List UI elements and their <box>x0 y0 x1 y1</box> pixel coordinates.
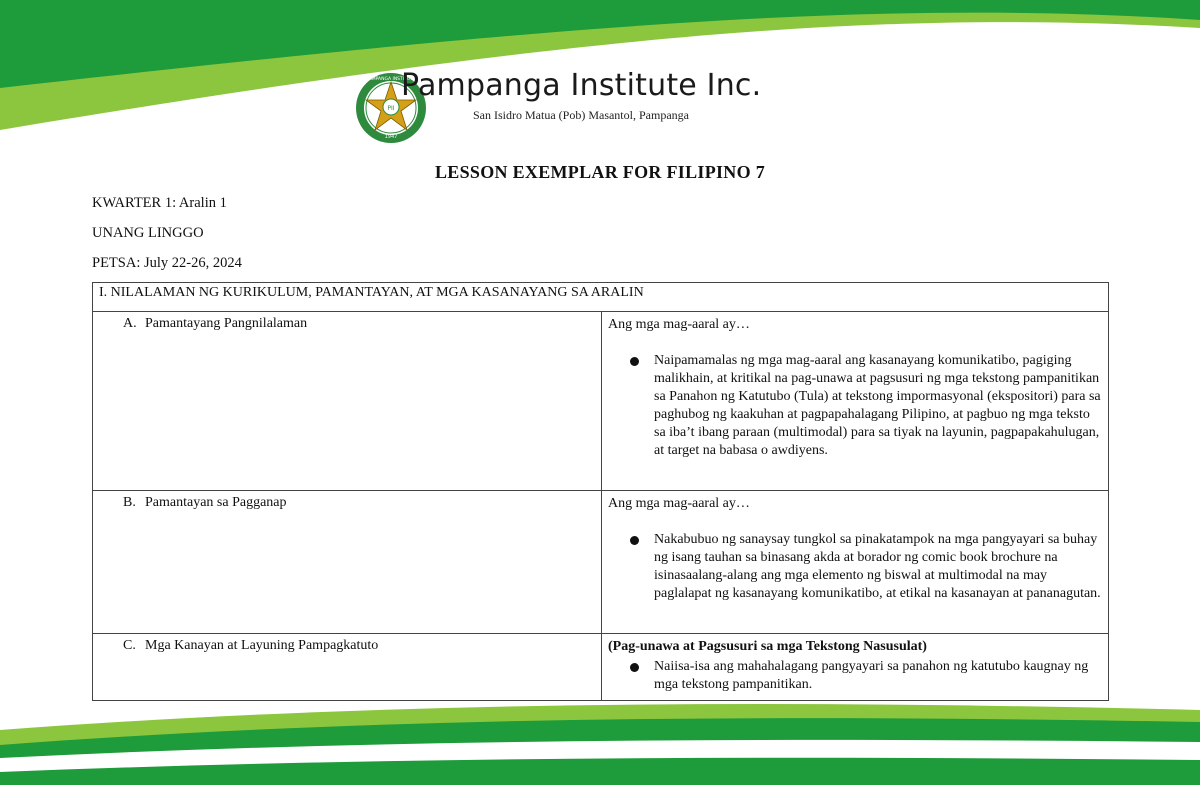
row-letter: C. <box>123 638 136 653</box>
row-letter: A. <box>123 316 137 331</box>
table-row <box>93 491 1109 634</box>
table-section-heading-row <box>93 283 1109 312</box>
row-label: Mga Kanayan at Layuning Pampagkatuto <box>145 638 379 653</box>
school-address: San Isidro Matua (Pob) Masantol, Pampanga <box>473 108 689 122</box>
list-item: Naipamamalas ng mga mag-aaral ang kasanayang komunikatibo, pagiging malikhain, at kritikal na pag-unawa at pagsusuri ng mga tekstong pampanitikan sa Panahon ng Katutubo (Tula) at tekstong impormasyonal (ekspositori) para sa paghubog ng kaakuhan at pagpapahalagang Pilipino, at pagbuo ng mga teksto sa iba’t ibang paraan (multimodal) para sa tiyak na layunin, pagpapakahulugan, at target na babasa o awdiyens. <box>654 353 1101 458</box>
bullet-list <box>608 658 1102 694</box>
letterhead <box>355 68 815 148</box>
bullet-list <box>608 531 1102 603</box>
bullet-list <box>608 352 1102 460</box>
week-line: UNANG LINGGO <box>92 225 204 241</box>
curriculum-table <box>92 282 1109 701</box>
row-intro: Ang mga mag-aaral ay… <box>608 496 750 511</box>
standard-label-cell <box>93 634 602 701</box>
svg-text:1947: 1947 <box>384 134 398 140</box>
standard-content-cell <box>602 634 1109 701</box>
row-letter: B. <box>123 495 136 510</box>
table-row <box>93 312 1109 491</box>
list-item: Nakabubuo ng sanaysay tungkol sa pinakatampok na mga pangyayari sa buhay ng isang tauhan sa binasang akda at borador ng comic book brochure na isinasaalang-alang ang mga elemento ng biswal at multimodal na may paglalapat ng kasanayang komunikatibo, at etikal na kasanayan at pananagutan. <box>654 532 1101 601</box>
table-row <box>93 634 1109 701</box>
date-line: PETSA: July 22-26, 2024 <box>92 255 242 271</box>
standard-content-cell <box>602 491 1109 634</box>
list-item: Naiisa-isa ang mahahalagang pangyayari sa panahon ng katutubo kaugnay ng mga tekstong pampanitikan. <box>654 658 1102 694</box>
quarter-line: KWARTER 1: Aralin 1 <box>92 195 227 211</box>
row-intro: (Pag-unawa at Pagsusuri sa mga Tekstong Nasusulat) <box>608 639 927 654</box>
row-intro: Ang mga mag-aaral ay… <box>608 317 750 332</box>
footer-green-band <box>0 700 1200 785</box>
row-label: Pamantayan sa Pagganap <box>145 495 287 510</box>
document-title: LESSON EXEMPLAR FOR FILIPINO 7 <box>434 162 766 182</box>
standard-label-cell <box>93 312 602 491</box>
standard-label-cell <box>93 491 602 634</box>
svg-text:PII: PII <box>387 105 395 112</box>
standard-content-cell <box>602 312 1109 491</box>
section-heading: I. NILALAMAN NG KURIKULUM, PAMANTAYAN, AT MGA KASANAYANG SA ARALIN <box>93 283 1109 312</box>
row-label: Pamantayang Pangnilalaman <box>145 316 308 331</box>
svg-text:PAMPANGA INSTITUTE: PAMPANGA INSTITUTE <box>366 77 416 82</box>
school-name: Pampanga Institute Inc. <box>401 68 762 103</box>
